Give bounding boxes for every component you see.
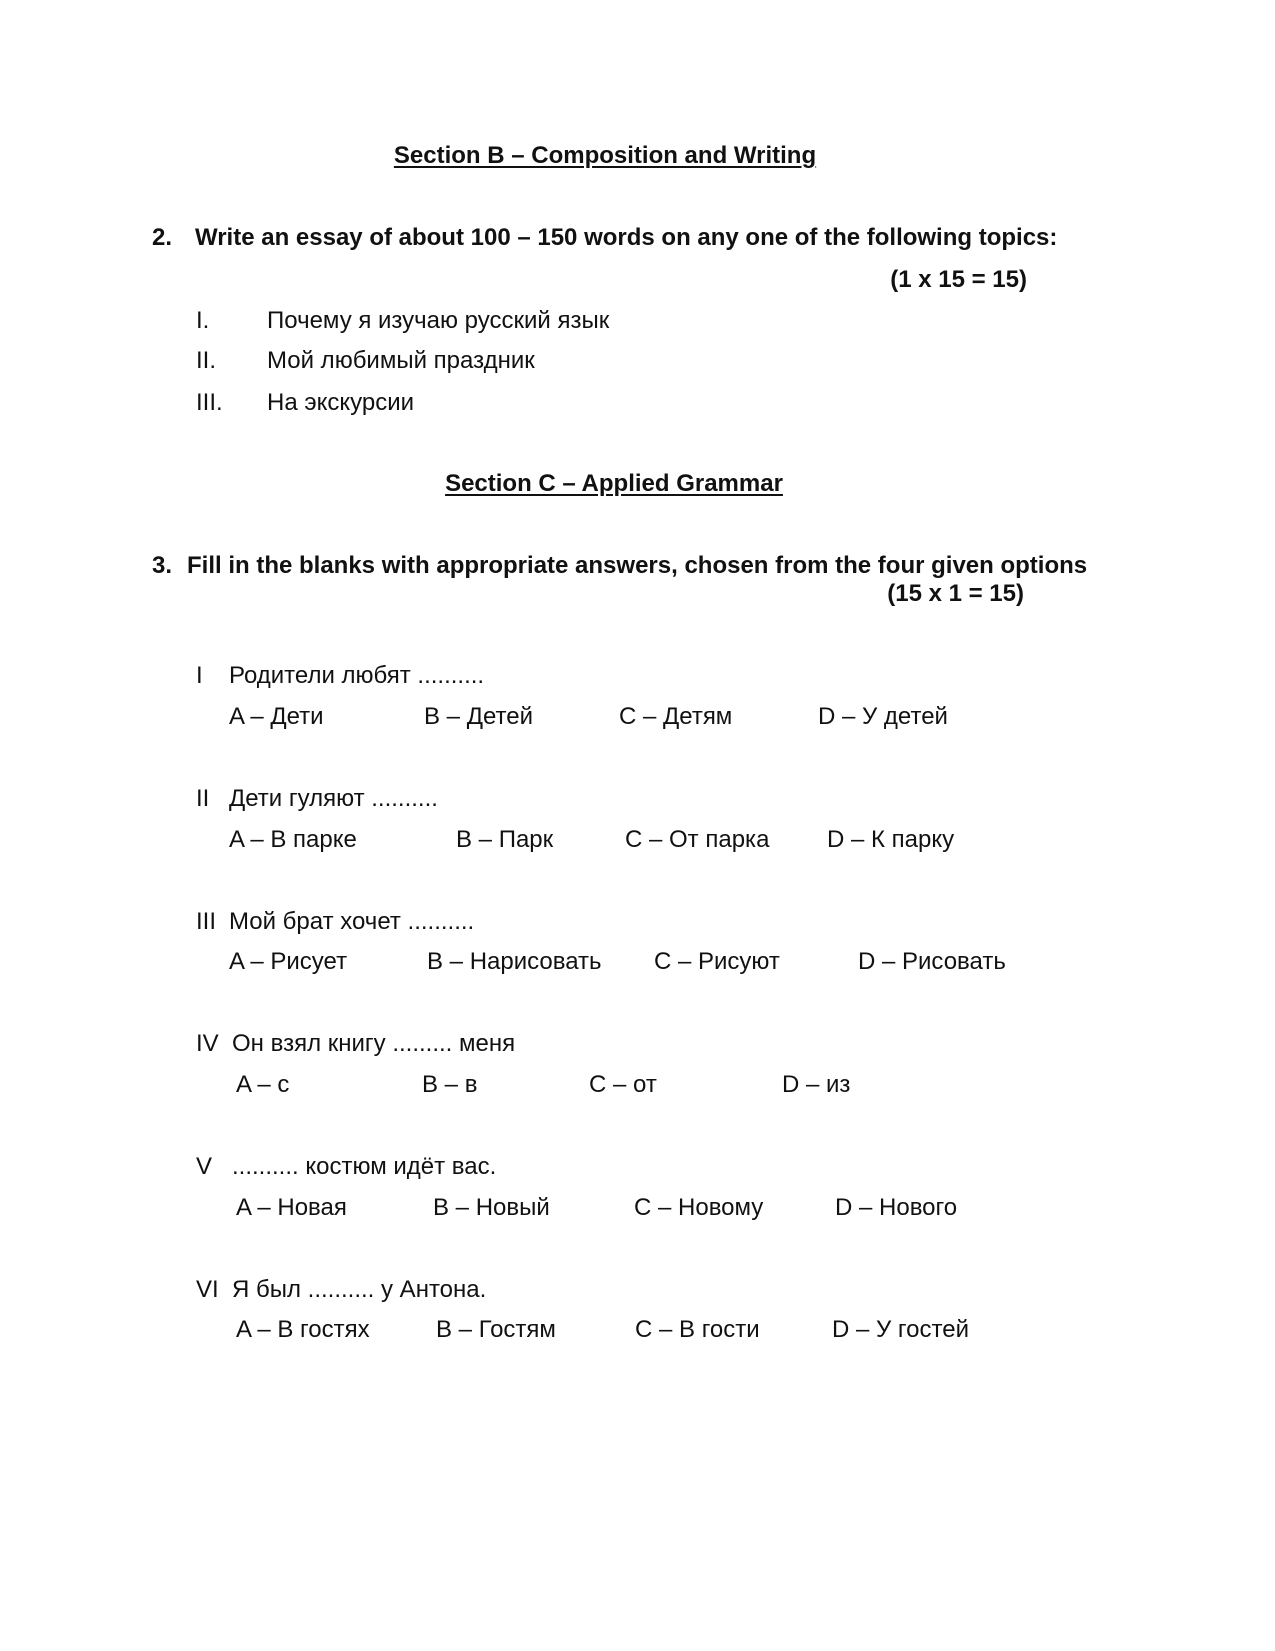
item-6-option-c: C – В гости (635, 1316, 760, 1343)
question-2-text: Write an essay of about 100 – 150 words on any one of the following topics: (195, 224, 1058, 251)
item-4-option-a: A – с (236, 1071, 290, 1098)
item-6-sentence: Я был .......... у Антона. (232, 1276, 487, 1303)
item-5-option-a: A – Новая (236, 1194, 347, 1221)
item-6-option-a: A – В гостях (236, 1316, 370, 1343)
item-3-number: III (196, 908, 217, 935)
item-1-option-c: C – Детям (619, 703, 733, 730)
item-1-option-a: A – Дети (229, 703, 324, 730)
item-2-number: II (196, 785, 210, 812)
item-1-option-d: D – У детей (818, 703, 948, 730)
item-1-option-b: B – Детей (424, 703, 533, 730)
item-6-option-d: D – У гостей (832, 1316, 969, 1343)
item-3-option-a: A – Рисует (229, 948, 348, 975)
item-4-option-c: C – от (589, 1071, 657, 1098)
topic-3-text: На экскурсии (267, 389, 415, 416)
item-1-number: I (196, 662, 203, 689)
item-2-option-a: A – В парке (229, 826, 357, 853)
topic-2-text: Мой любимый праздник (267, 347, 535, 374)
item-5-number: V (196, 1153, 213, 1180)
item-5-sentence: .......... костюм идёт вас. (232, 1153, 497, 1180)
item-4-number: IV (196, 1030, 219, 1057)
item-6-number: VI (196, 1276, 219, 1303)
question-2-number: 2. (152, 224, 173, 251)
item-2-option-b: B – Парк (456, 826, 554, 853)
item-6-option-b: B – Гостям (436, 1316, 556, 1343)
item-4-option-b: B – в (422, 1071, 478, 1098)
question-2-marks: (1 x 15 = 15) (890, 266, 1027, 293)
item-2-sentence: Дети гуляют .......... (229, 785, 438, 812)
item-5-option-b: B – Новый (433, 1194, 550, 1221)
topic-3-number: III. (196, 389, 223, 416)
section-b-heading: Section B – Composition and Writing (393, 142, 817, 169)
item-1-sentence: Родители любят .......... (229, 662, 485, 689)
topic-1-text: Почему я изучаю русский язык (267, 307, 610, 334)
item-4-sentence: Он взял книгу ......... меня (232, 1030, 516, 1057)
item-3-option-d: D – Рисовать (858, 948, 1006, 975)
item-2-option-c: C – От парка (625, 826, 770, 853)
item-3-sentence: Мой брат хочет .......... (229, 908, 475, 935)
item-3-option-c: C – Рисуют (654, 948, 780, 975)
topic-2-number: II. (196, 347, 217, 374)
topic-1-number: I. (196, 307, 210, 334)
section-c-heading: Section C – Applied Grammar (445, 470, 783, 497)
question-3-number: 3. (152, 552, 173, 579)
question-3-text: Fill in the blanks with appropriate answers, chosen from the four given options (187, 552, 1088, 579)
item-4-option-d: D – из (782, 1071, 851, 1098)
item-3-option-b: B – Нарисовать (427, 948, 602, 975)
item-5-option-c: C – Новому (634, 1194, 764, 1221)
item-2-option-d: D – К парку (827, 826, 955, 853)
item-5-option-d: D – Нового (835, 1194, 958, 1221)
question-3-marks: (15 x 1 = 15) (887, 580, 1024, 607)
